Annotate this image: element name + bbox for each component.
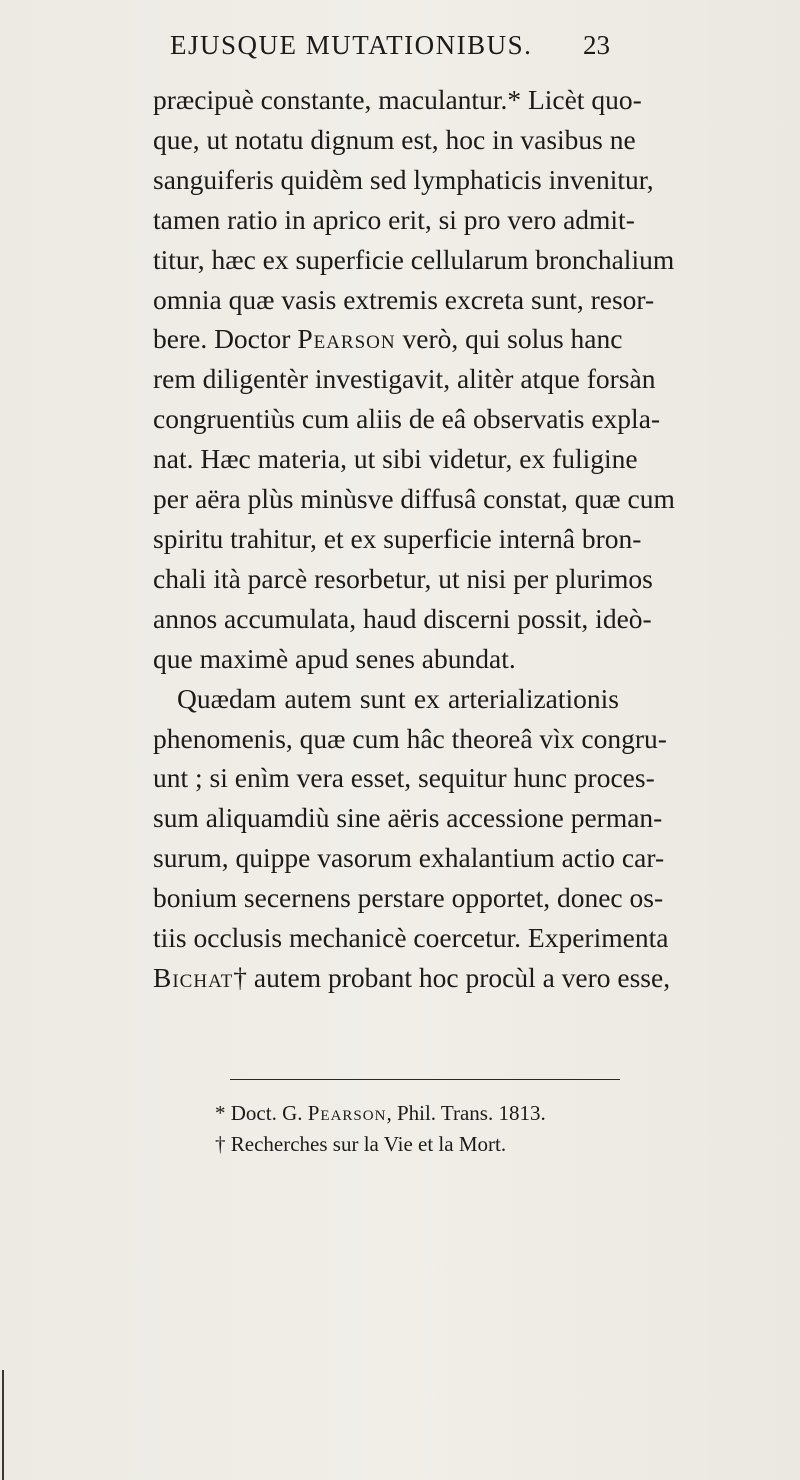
footnote-1: * Doct. G. Pearson, Phil. Trans. 1813. <box>215 1101 546 1125</box>
text-line: nat. Hæc materia, ut sibi videtur, ex fuligine <box>153 443 638 475</box>
text-line: spiritu trahitur, et ex superficie internâ bron- <box>153 522 642 554</box>
proper-name: Bichat <box>153 961 234 993</box>
text-line: unt ; si enìm vera esset, sequitur hunc proces- <box>153 762 655 794</box>
proper-name: Pearson <box>307 1101 387 1125</box>
page-number: 23 <box>583 30 610 60</box>
text-line: sanguiferis quidèm sed lymphaticis invenitur, <box>153 163 654 195</box>
text-line: per aëra plùs minùsve diffusâ constat, quæ cum <box>153 483 675 515</box>
page-edge-shadow <box>2 1370 4 1480</box>
page-header <box>150 28 610 68</box>
footnotes <box>215 1098 635 1160</box>
text-line: sum aliquamdiù sine aëris accessione perman- <box>153 802 663 834</box>
text-line: phenomenis, quæ cum hâc theoreâ vìx congru- <box>153 722 667 754</box>
text-line: que, ut notatu dignum est, hoc in vasibus ne <box>153 123 636 155</box>
text-line: bonium secernens perstare opportet, donec os- <box>153 882 664 914</box>
text-line: annos accumulata, haud discerni possit, ideò- <box>153 602 652 634</box>
text-line: titur, hæc ex superficie cellularum bronchalium <box>153 243 675 275</box>
text-line: præcipuè constante, maculantur.* Licèt quo- <box>153 84 642 115</box>
body-text <box>153 80 675 998</box>
text-line: congruentiùs cum aliis de eâ observatis expla- <box>153 403 661 435</box>
proper-name: Pearson <box>297 323 396 355</box>
text-line: chali ità parcè resorbetur, ut nisi per plurimos <box>153 562 653 594</box>
footnote-2: † Recherches sur la Vie et la Mort. <box>215 1132 507 1156</box>
running-head: EJUSQUE MUTATIONIBUS. <box>170 30 533 60</box>
text-line: Bichat† autem probant hoc procùl a vero esse, <box>153 961 671 993</box>
text-line: que maximè apud senes abundat. <box>153 642 516 674</box>
text-line: rem diligentèr investigavit, alitèr atque forsàn <box>153 363 656 395</box>
text-line: tiis occlusis mechanicè coercetur. Experimenta <box>153 922 669 954</box>
text-line: omnia quæ vasis extremis excreta sunt, resor- <box>153 283 655 315</box>
text-line: Quædam autem sunt ex arterializationis <box>177 682 619 714</box>
text-line: surum, quippe vasorum exhalantium actio car- <box>153 842 665 874</box>
text-line: bere. Doctor Pearson verò, qui solus hanc <box>153 323 623 355</box>
footnote-rule <box>230 1079 620 1080</box>
text-line: tamen ratio in aprico erit, si pro vero admit- <box>153 203 635 235</box>
